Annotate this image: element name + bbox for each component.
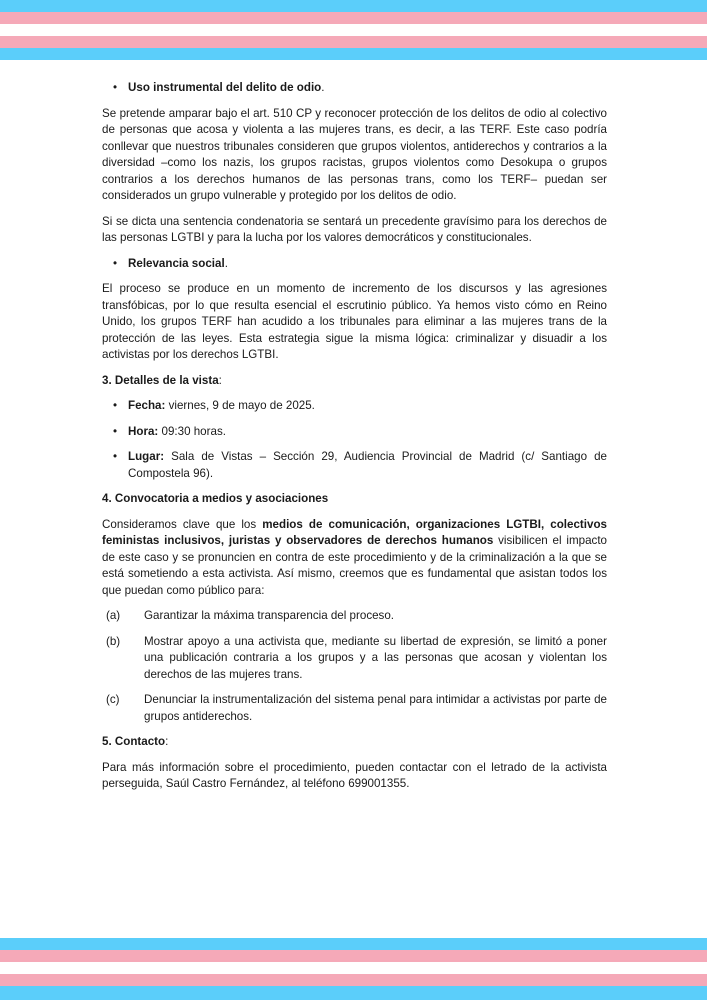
- detail-label: Hora:: [128, 424, 159, 438]
- detail-hora: [102, 424, 607, 441]
- bullet-dot: •: [112, 424, 118, 438]
- top-stripe-pink-1: [0, 12, 707, 24]
- list-item-a: [102, 608, 607, 625]
- bullet-dot: •: [112, 256, 118, 270]
- paragraph-relevancia: El proceso se produce en un momento de incremento de los discursos y las agresiones transfóbicas, por lo que resulta esencial el escrutinio público. Ya hemos visto cómo en Reino Unido, los grupos TERF han acudido a los tribunales para eliminar a las mujeres trans de la protección de las leyes. Esta estrategia sigue la misma lógica: criminalizar y disuadir a los activistas por los derechos LGTBI.: [102, 282, 607, 361]
- bullet-dot: •: [112, 450, 118, 463]
- list-label: (c): [106, 693, 120, 706]
- bullet-suffix: .: [321, 81, 325, 94]
- bullet-uso-instrumental: [102, 80, 607, 97]
- document-body: [102, 80, 607, 793]
- section-4-heading: 4. Convocatoria a medios y asociaciones: [102, 492, 329, 505]
- bullet-dot: •: [112, 399, 118, 412]
- detail-label: Fecha:: [128, 399, 166, 412]
- bottom-stripe-pink-1: [0, 950, 707, 962]
- list-label: (a): [106, 609, 121, 622]
- detail-fecha: [102, 398, 607, 415]
- bullet-suffix: .: [224, 256, 228, 270]
- bullet-title: Uso instrumental del delito de odio: [128, 81, 322, 94]
- paragraph-sentencia: Si se dicta una sentencia condenatoria se sentará un precedente gravísimo para los derechos de las personas LGTBI y para la lucha por los valores democráticos y constitucionales.: [102, 214, 607, 244]
- top-stripe-blue-1: [0, 0, 707, 12]
- paragraph-delitos-odio: Se pretende amparar bajo el art. 510 CP y reconocer protección de los delitos de odio al colectivo de personas que acosa y violenta a las mujeres trans, es decir, a las TERF. Este caso podría conllevar que nuestros tribunales consideren que grupos violentos, antiderechos y contrarios a la diversidad –como los nazis, los grupos racistas, grupos violentos como Desokupa o grupos contrarios a los derechos humanos de las personas trans, como los TERF– puedan ser considerados un grupo vulnerable y protegido por los delitos de odio.: [102, 106, 607, 202]
- paragraph-contacto: Para más información sobre el procedimiento, pueden contactar con el letrado de la activista perseguida, Saúl Castro Fernández, al teléfono 699001355.: [102, 760, 607, 790]
- bullet-title: Relevancia social: [128, 256, 225, 270]
- bullet-dot: •: [112, 81, 118, 94]
- bottom-stripe-blue-2: [0, 986, 707, 1000]
- detail-value: Sala de Vistas – Sección 29, Audiencia Provincial de Madrid (c/ Santiago de Compostela 96).: [128, 450, 607, 480]
- list-item-c: [102, 692, 607, 725]
- list-label: (b): [106, 634, 121, 648]
- bottom-stripe-white: [0, 962, 707, 974]
- list-item-b: [102, 634, 607, 684]
- list-text: Mostrar apoyo a una activista que, mediante su libertad de expresión, se limitó a poner una publicación contraria a los grupos y a las personas que acosan y violentan los derechos de las mujeres trans.: [144, 634, 607, 681]
- top-stripe-blue-2: [0, 48, 707, 60]
- detail-value: 09:30 horas.: [158, 424, 226, 438]
- list-text: Denunciar la instrumentalización del sistema penal para intimidar a activistas por parte de grupos antiderechos.: [144, 693, 607, 723]
- section-3-heading: 3. Detalles de la vista:: [102, 373, 222, 387]
- detail-value: viernes, 9 de mayo de 2025.: [165, 399, 315, 412]
- section-5-heading: 5. Contacto:: [102, 735, 169, 748]
- top-stripe-pink-2: [0, 36, 707, 48]
- detail-lugar: [102, 449, 607, 482]
- list-text: Garantizar la máxima transparencia del proceso.: [144, 609, 395, 622]
- top-stripe-white: [0, 24, 707, 36]
- bottom-stripe-pink-2: [0, 974, 707, 986]
- paragraph-convocatoria: Consideramos clave que los medios de comunicación, organizaciones LGTBI, colectivos feministas inclusivos, juristas y observadores de derechos humanos visibilicen el impacto de este caso y se pronuncien en contra de este procedimiento y de la criminalización a la que se está sometiendo a esta activista. Así mismo, creemos que es fundamental que asistan todos los que puedan como público para:: [102, 517, 607, 597]
- bottom-stripe-blue-1: [0, 938, 707, 950]
- bullet-relevancia-social: [102, 256, 607, 273]
- detail-label: Lugar:: [128, 450, 165, 463]
